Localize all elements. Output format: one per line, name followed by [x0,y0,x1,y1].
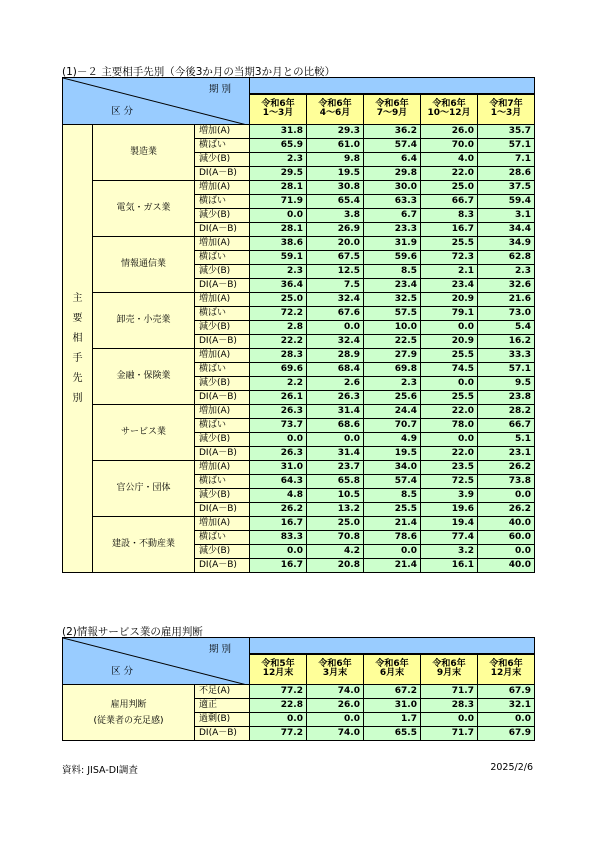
value-cell: 66.7 [478,419,535,433]
row-label: 減少(B) [195,321,250,335]
group-label [63,125,93,573]
value-cell: 25.5 [421,349,478,363]
value-cell: 5.1 [478,433,535,447]
table-row [63,405,535,419]
value-cell: 23.8 [478,391,535,405]
value-cell: 69.8 [364,363,421,377]
period-header [364,94,421,125]
value-cell: 31.9 [364,237,421,251]
value-cell: 57.4 [364,139,421,153]
value-cell: 36.2 [364,125,421,139]
row-label: 適正 [195,699,250,713]
header-strip [250,638,535,654]
value-cell: 34.4 [478,223,535,237]
value-cell: 31.0 [250,461,307,475]
table-row [63,293,535,307]
period-year: 令和5年 [261,659,295,670]
value-cell: 28.1 [250,223,307,237]
period-year: 令和6年 [261,99,295,110]
employment-table [62,637,535,741]
value-cell: 69.6 [250,363,307,377]
row-label: 減少(B) [195,433,250,447]
value-cell: 8.5 [364,265,421,279]
period-year: 令和6年 [375,659,409,670]
row-label: DI(A－B) [195,559,250,573]
value-cell: 16.1 [421,559,478,573]
period-range: 3月末 [322,668,348,679]
value-cell: 70.8 [307,531,364,545]
value-cell: 73.8 [478,475,535,489]
value-cell: 57.1 [478,139,535,153]
value-cell: 0.0 [250,433,307,447]
value-cell: 20.8 [307,559,364,573]
value-cell: 0.0 [307,433,364,447]
value-cell: 66.7 [421,195,478,209]
value-cell: 74.0 [307,685,364,699]
value-cell: 3.9 [421,489,478,503]
row-label: 横ばい [195,363,250,377]
row-label: 増加(A) [195,237,250,251]
category-name: 金融・保険業 [93,349,195,405]
value-cell: 12.5 [307,265,364,279]
value-cell: 40.0 [478,517,535,531]
category-name: 電気・ガス業 [93,181,195,237]
value-cell: 28.1 [250,181,307,195]
value-cell: 1.7 [364,713,421,727]
value-cell: 13.2 [307,503,364,517]
value-cell: 57.1 [478,363,535,377]
value-cell: 31.4 [307,405,364,419]
value-cell: 19.5 [307,167,364,181]
period-year: 令和6年 [375,99,409,110]
period-range: 12月末 [262,668,294,679]
category-name: サービス業 [93,405,195,461]
value-cell: 67.2 [364,685,421,699]
period-header [307,654,364,685]
value-cell: 2.6 [307,377,364,391]
value-cell: 26.2 [478,503,535,517]
value-cell: 22.0 [421,167,478,181]
value-cell: 0.0 [421,713,478,727]
category-name: 情報通信業 [93,237,195,293]
value-cell: 7.5 [307,279,364,293]
vertical-char: 主 [72,292,83,304]
value-cell: 21.4 [364,559,421,573]
value-cell: 0.0 [250,545,307,559]
value-cell: 34.0 [364,461,421,475]
value-cell: 71.9 [250,195,307,209]
value-cell: 26.2 [478,461,535,475]
value-cell: 5.4 [478,321,535,335]
value-cell: 36.4 [250,279,307,293]
row-label: 減少(B) [195,545,250,559]
period-year: 令和6年 [489,659,523,670]
value-cell: 68.6 [307,419,364,433]
corner-header [63,78,250,125]
value-cell: 16.7 [421,223,478,237]
period-axis-label: 期 別 [208,644,231,655]
value-cell: 38.6 [250,237,307,251]
value-cell: 26.3 [307,391,364,405]
value-cell: 6.7 [364,209,421,223]
value-cell: 0.0 [421,433,478,447]
value-cell: 25.0 [250,293,307,307]
vertical-char: 別 [72,392,83,404]
value-cell: 71.7 [421,727,478,741]
value-cell: 26.1 [250,391,307,405]
row-label: 横ばい [195,531,250,545]
value-cell: 20.9 [421,335,478,349]
value-cell: 32.4 [307,293,364,307]
value-cell: 0.0 [478,489,535,503]
value-cell: 33.3 [478,349,535,363]
value-cell: 0.0 [250,713,307,727]
period-range: 7～9月 [376,108,408,119]
value-cell: 65.4 [307,195,364,209]
row-label: DI(A－B) [195,167,250,181]
value-cell: 4.8 [250,489,307,503]
row-label: 増加(A) [195,181,250,195]
row-label: 減少(B) [195,377,250,391]
value-cell: 6.4 [364,153,421,167]
value-cell: 0.0 [250,209,307,223]
period-range: 12月末 [490,668,522,679]
value-cell: 21.4 [364,517,421,531]
value-cell: 70.7 [364,419,421,433]
period-year: 令和6年 [432,99,466,110]
value-cell: 23.4 [364,279,421,293]
value-cell: 9.5 [478,377,535,391]
value-cell: 32.1 [478,699,535,713]
row-label: DI(A－B) [195,503,250,517]
value-cell: 60.0 [478,531,535,545]
table-row [63,181,535,195]
category-name: 官公庁・団体 [93,461,195,517]
value-cell: 19.4 [421,517,478,531]
main-partner-table [62,77,535,573]
section1-title: (1)－２ 主要相手先別（今後3か月の当期3か月との比較） [62,66,336,78]
row-label: 増加(A) [195,125,250,139]
value-cell: 2.1 [421,265,478,279]
value-cell: 0.0 [364,545,421,559]
period-range: 1～3月 [262,108,294,119]
value-cell: 7.1 [478,153,535,167]
category-axis-label: 区 分 [111,105,134,117]
value-cell: 70.0 [421,139,478,153]
row-label: 減少(B) [195,265,250,279]
category-name [63,685,195,741]
row-label: DI(A－B) [195,223,250,237]
period-year: 令和6年 [432,659,466,670]
row-label: DI(A－B) [195,447,250,461]
value-cell: 57.4 [364,475,421,489]
row-label: 横ばい [195,419,250,433]
value-cell: 71.7 [421,685,478,699]
value-cell: 25.5 [421,391,478,405]
value-cell: 63.3 [364,195,421,209]
value-cell: 59.6 [364,251,421,265]
value-cell: 9.8 [307,153,364,167]
value-cell: 31.4 [307,447,364,461]
value-cell: 22.5 [364,335,421,349]
value-cell: 57.5 [364,307,421,321]
value-cell: 79.1 [421,307,478,321]
value-cell: 40.0 [478,559,535,573]
value-cell: 34.9 [478,237,535,251]
row-label: 横ばい [195,139,250,153]
period-year: 令和7年 [489,99,523,110]
value-cell: 67.5 [307,251,364,265]
value-cell: 25.0 [307,517,364,531]
value-cell: 26.9 [307,223,364,237]
value-cell: 23.7 [307,461,364,475]
table-row [63,125,535,139]
row-label: 減少(B) [195,153,250,167]
value-cell: 2.2 [250,377,307,391]
value-cell: 23.5 [421,461,478,475]
vertical-char: 手 [72,352,83,364]
value-cell: 30.0 [364,181,421,195]
value-cell: 20.9 [421,293,478,307]
value-cell: 25.5 [421,237,478,251]
value-cell: 67.6 [307,307,364,321]
value-cell: 0.0 [421,377,478,391]
category-line: (従業者の充足感) [93,715,164,726]
source-note: 資料: JISA-DI調査 [62,765,138,776]
value-cell: 0.0 [421,321,478,335]
value-cell: 28.3 [421,699,478,713]
row-label: DI(A－B) [195,727,250,741]
value-cell: 32.5 [364,293,421,307]
value-cell: 0.0 [478,713,535,727]
period-header [250,654,307,685]
value-cell: 10.5 [307,489,364,503]
value-cell: 0.0 [478,545,535,559]
value-cell: 3.2 [421,545,478,559]
value-cell: 77.2 [250,685,307,699]
value-cell: 78.0 [421,419,478,433]
vertical-label [72,284,84,414]
value-cell: 32.4 [307,335,364,349]
value-cell: 67.9 [478,685,535,699]
value-cell: 19.6 [421,503,478,517]
value-cell: 26.3 [250,405,307,419]
value-cell: 59.1 [250,251,307,265]
value-cell: 29.8 [364,167,421,181]
row-label: 横ばい [195,307,250,321]
value-cell: 28.6 [478,167,535,181]
category-line: 雇用判断 [110,699,147,710]
row-label: 横ばい [195,475,250,489]
period-header [250,94,307,125]
value-cell: 72.3 [421,251,478,265]
table-row [63,517,535,531]
period-header [307,94,364,125]
row-label: 減少(B) [195,209,250,223]
row-label: DI(A－B) [195,391,250,405]
value-cell: 29.3 [307,125,364,139]
value-cell: 65.8 [307,475,364,489]
row-label: DI(A－B) [195,335,250,349]
value-cell: 73.0 [478,307,535,321]
value-cell: 61.0 [307,139,364,153]
table-row [63,237,535,251]
value-cell: 21.6 [478,293,535,307]
value-cell: 24.4 [364,405,421,419]
value-cell: 19.5 [364,447,421,461]
value-cell: 26.3 [250,447,307,461]
row-label: 増加(A) [195,517,250,531]
value-cell: 31.0 [364,699,421,713]
vertical-char: 先 [72,372,83,384]
value-cell: 0.0 [307,713,364,727]
value-cell: 23.4 [421,279,478,293]
value-cell: 59.4 [478,195,535,209]
row-label: 不足(A) [195,685,250,699]
period-range: 4～6月 [319,108,351,119]
category-name: 製造業 [93,125,195,181]
table-row [63,461,535,475]
value-cell: 25.5 [364,503,421,517]
period-range: 6月末 [379,668,405,679]
period-range: 9月末 [436,668,462,679]
table-row [63,685,535,699]
value-cell: 26.0 [421,125,478,139]
value-cell: 62.8 [478,251,535,265]
value-cell: 25.0 [421,181,478,195]
value-cell: 26.0 [307,699,364,713]
section2-title: (2)情報サービス業の雇用判断 [62,626,203,638]
period-axis-label: 期 別 [208,84,231,95]
value-cell: 30.8 [307,181,364,195]
period-header [478,94,535,125]
row-label: DI(A－B) [195,279,250,293]
value-cell: 83.3 [250,531,307,545]
value-cell: 28.3 [250,349,307,363]
vertical-char: 相 [72,332,83,344]
period-header [421,654,478,685]
value-cell: 3.1 [478,209,535,223]
value-cell: 65.9 [250,139,307,153]
value-cell: 3.8 [307,209,364,223]
corner-header [63,638,250,685]
row-label: 増加(A) [195,405,250,419]
value-cell: 29.5 [250,167,307,181]
period-header [478,654,535,685]
vertical-char: 要 [72,312,83,324]
period-range: 10～12月 [427,108,471,119]
value-cell: 16.7 [250,517,307,531]
value-cell: 16.7 [250,559,307,573]
value-cell: 22.0 [421,447,478,461]
value-cell: 74.5 [421,363,478,377]
value-cell: 64.3 [250,475,307,489]
value-cell: 2.3 [250,265,307,279]
value-cell: 4.9 [364,433,421,447]
value-cell: 22.0 [421,405,478,419]
value-cell: 16.2 [478,335,535,349]
table-row [63,349,535,363]
value-cell: 78.6 [364,531,421,545]
value-cell: 2.3 [364,377,421,391]
value-cell: 2.3 [478,265,535,279]
value-cell: 0.0 [307,321,364,335]
header-strip [250,78,535,94]
value-cell: 28.2 [478,405,535,419]
value-cell: 31.8 [250,125,307,139]
value-cell: 28.9 [307,349,364,363]
row-label: 増加(A) [195,461,250,475]
category-name: 卸売・小売業 [93,293,195,349]
value-cell: 77.4 [421,531,478,545]
value-cell: 73.7 [250,419,307,433]
period-range: 1～3月 [490,108,522,119]
value-cell: 72.5 [421,475,478,489]
value-cell: 26.2 [250,503,307,517]
row-label: 増加(A) [195,349,250,363]
value-cell: 27.9 [364,349,421,363]
value-cell: 2.3 [250,153,307,167]
value-cell: 32.6 [478,279,535,293]
value-cell: 77.2 [250,727,307,741]
row-label: 増加(A) [195,293,250,307]
period-year: 令和6年 [318,659,352,670]
value-cell: 2.8 [250,321,307,335]
value-cell: 65.5 [364,727,421,741]
value-cell: 67.9 [478,727,535,741]
value-cell: 68.4 [307,363,364,377]
value-cell: 20.0 [307,237,364,251]
value-cell: 4.2 [307,545,364,559]
row-label: 過剰(B) [195,713,250,727]
value-cell: 23.1 [478,447,535,461]
category-axis-label: 区 分 [111,665,134,677]
value-cell: 37.5 [478,181,535,195]
value-cell: 8.3 [421,209,478,223]
value-cell: 35.7 [478,125,535,139]
category-name: 建設・不動産業 [93,517,195,573]
value-cell: 22.2 [250,335,307,349]
value-cell: 23.3 [364,223,421,237]
value-cell: 22.8 [250,699,307,713]
period-header [421,94,478,125]
row-label: 横ばい [195,195,250,209]
period-header [364,654,421,685]
value-cell: 72.2 [250,307,307,321]
period-year: 令和6年 [318,99,352,110]
value-cell: 10.0 [364,321,421,335]
value-cell: 74.0 [307,727,364,741]
row-label: 減少(B) [195,489,250,503]
value-cell: 4.0 [421,153,478,167]
value-cell: 25.6 [364,391,421,405]
report-date: 2025/2/6 [490,762,533,773]
row-label: 横ばい [195,251,250,265]
value-cell: 8.5 [364,489,421,503]
